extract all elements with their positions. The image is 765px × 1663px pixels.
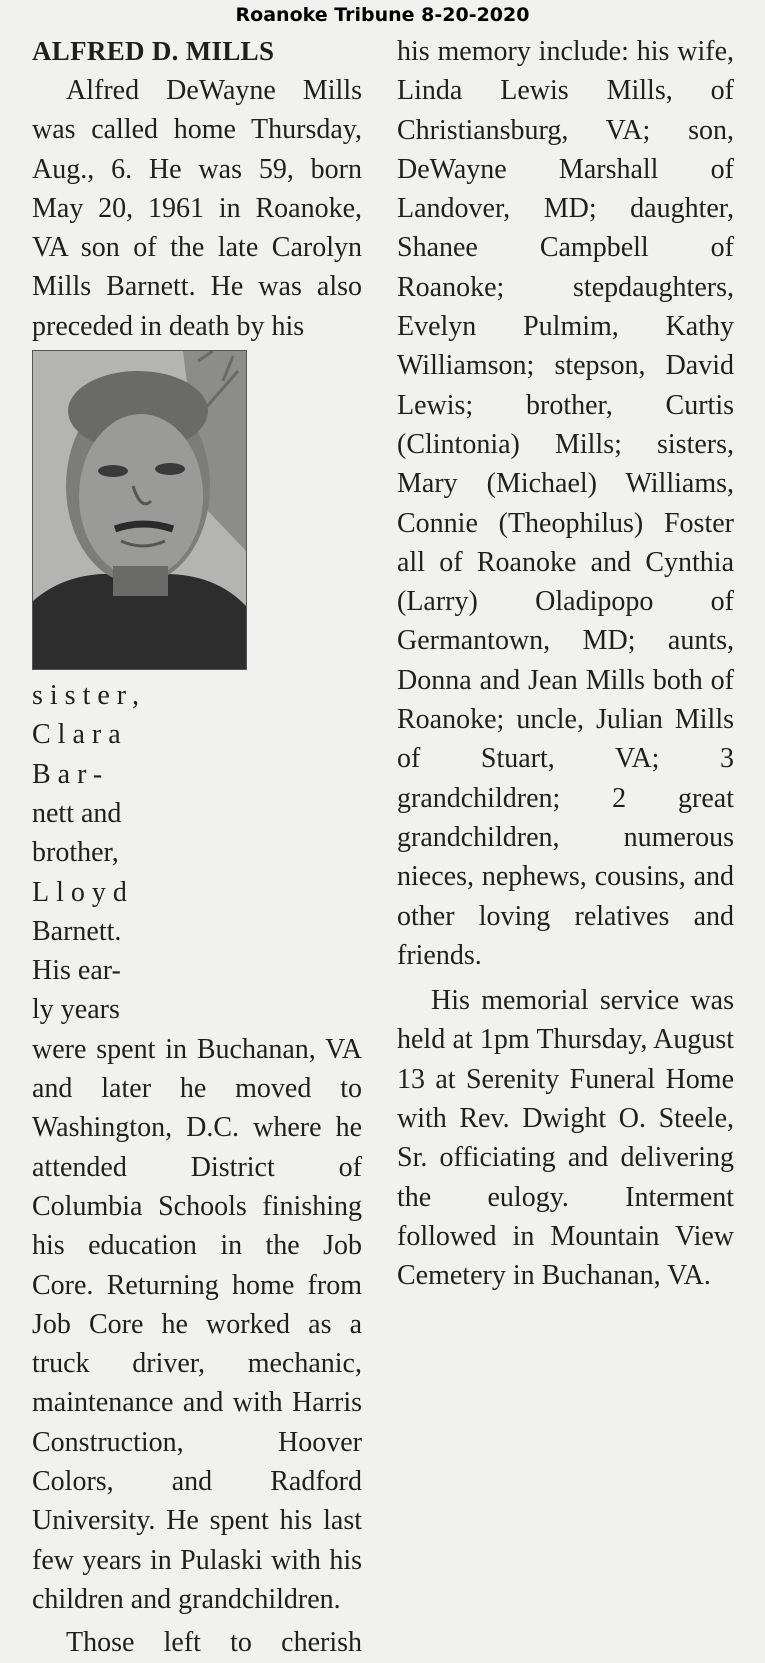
obituary-headline: ALFRED D. MILLS <box>32 36 275 66</box>
left-column <box>32 32 362 1663</box>
right-column <box>397 32 734 1296</box>
wrap-line: brother, <box>32 837 119 869</box>
portrait-illustration <box>33 351 246 669</box>
paragraph-survivors-start: Those left to cherish <box>66 1627 362 1659</box>
wrap-line: Clara <box>32 719 128 751</box>
newspaper-masthead: Roanoke Tribune 8-20-2020 <box>235 4 530 26</box>
wrap-line: Barnett. <box>32 915 122 947</box>
portrait-photo <box>32 350 247 670</box>
wrap-line: Lloyd <box>32 876 134 908</box>
paragraph-early-life: were spent in Buchanan, VA and later he moved to Washington, D.C. where he attended District of Columbia Schools finishing his education in the Job Core. Returning home from Job Core he worked as a truck driver, mechanic, maintenance and with Harris Construction, Hoover Colors, and Radford University. He spent his last few years in Pulaski with his children and grandchildren. <box>32 1033 362 1615</box>
wrap-line: Bar- <box>32 758 110 790</box>
wrap-line: His ear- <box>32 955 121 987</box>
wrap-line: sister, <box>32 680 146 712</box>
paragraph-intro: Alfred DeWayne Mills was called home Thursday, Aug., 6. He was 59, born May 20, 1961 in Roanoke, VA son of the late Carolyn Mills Barnett. He was also preceded in death by his <box>32 75 362 342</box>
wrap-line: nett and <box>32 797 122 829</box>
paragraph-memorial-service: His memorial service was held at 1pm Thursday, August 13 at Serenity Funeral Home with Rev. Dwight O. Steele, Sr. officiating and delivering the eulogy. Interment followed in Mountain View Cemetery in Buchanan, VA. <box>397 985 734 1292</box>
paragraph-survivors: his memory include: his wife, Linda Lewis Mills, of Christiansburg, VA; son, DeWayne Marshall of Landover, MD; daughter, Shanee Campbell of Roanoke; stepdaughters, Evelyn Pulmim, Kathy Williamson; stepson, David Lewis; brother, Curtis (Clintonia) Mills; sisters, Mary (Michael) Williams, Connie (Theophilus) Foster all of Roanoke and Cynthia (Larry) Oladipopo of Germantown, MD; aunts, Donna and Jean Mills both of Roanoke; uncle, Julian Mills of Stuart, VA; 3 grandchildren; 2 great grandchildren, numerous nieces, nephews, cousins, and other loving relatives and friends. <box>397 36 734 971</box>
wrap-line: ly years <box>32 994 120 1026</box>
